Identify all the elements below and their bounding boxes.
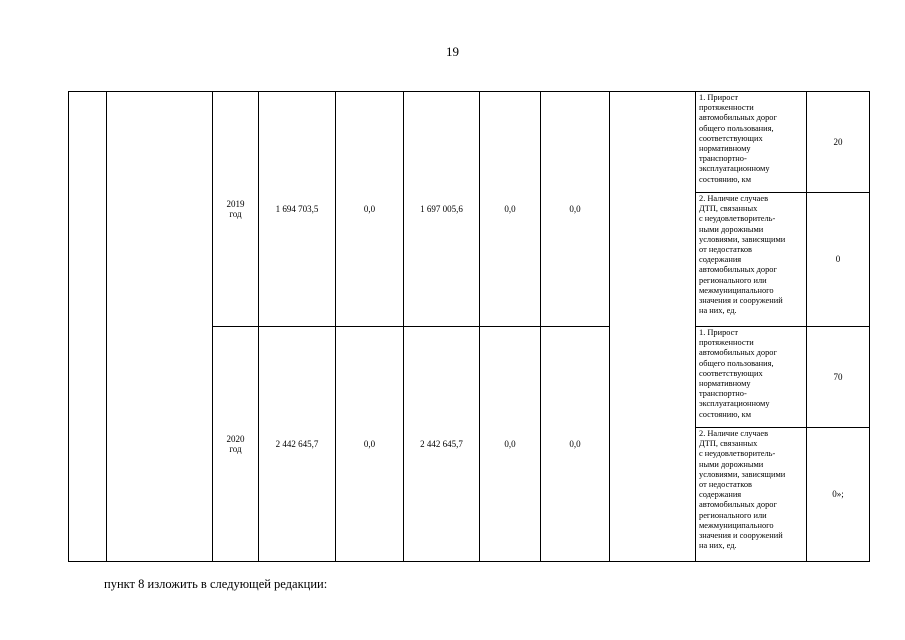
year-cell: 2020 год [213,327,259,562]
budget-table [68,91,870,562]
table-row [69,92,870,193]
indicator-name-cell: 2. Наличие случаев ДТП, связанных с неудовлетворитель- ными дорожными условиями, зависящими от недостатков содержания автомобильных дорог регионального или межмуниципального значения и сооружений на них, ед. [696,428,807,562]
merged-number-cell [69,92,107,562]
page-number: 19 [446,44,459,59]
indicator-name-cell: 1. Прирост протяженности автомобильных дорог общего пользования, соответствующих нормативному транспортно- эксплуатационному состоянию, км [696,92,807,193]
value-cell: 0,0 [336,92,404,327]
year-cell: 2019 год [213,92,259,327]
value-cell: 1 697 005,6 [404,92,480,327]
value-cell: 0,0 [480,92,541,327]
indicator-value-cell: 20 [807,92,870,193]
amendment-instruction: пункт 8 изложить в следующей редакции: [104,577,328,591]
value-cell: 0,0 [336,327,404,562]
indicator-value-cell: 70 [807,327,870,428]
value-cell: 0,0 [541,92,610,327]
indicator-name-cell: 1. Прирост протяженности автомобильных дорог общего пользования, соответствующих нормативному транспортно- эксплуатационному состоянию, км [696,327,807,428]
indicator-value-cell: 0»; [807,428,870,562]
value-cell: 2 442 645,7 [259,327,336,562]
value-cell: 2 442 645,7 [404,327,480,562]
merged-empty-cell [610,92,696,562]
indicator-name-cell: 2. Наличие случаев ДТП, связанных с неудовлетворитель- ными дорожными условиями, зависящими от недостатков содержания автомобильных дорог регионального или межмуниципального значения и сооружений на них, ед. [696,193,807,327]
indicator-value-cell: 0 [807,193,870,327]
value-cell: 0,0 [480,327,541,562]
value-cell: 0,0 [541,327,610,562]
value-cell: 1 694 703,5 [259,92,336,327]
merged-name-cell [107,92,213,562]
